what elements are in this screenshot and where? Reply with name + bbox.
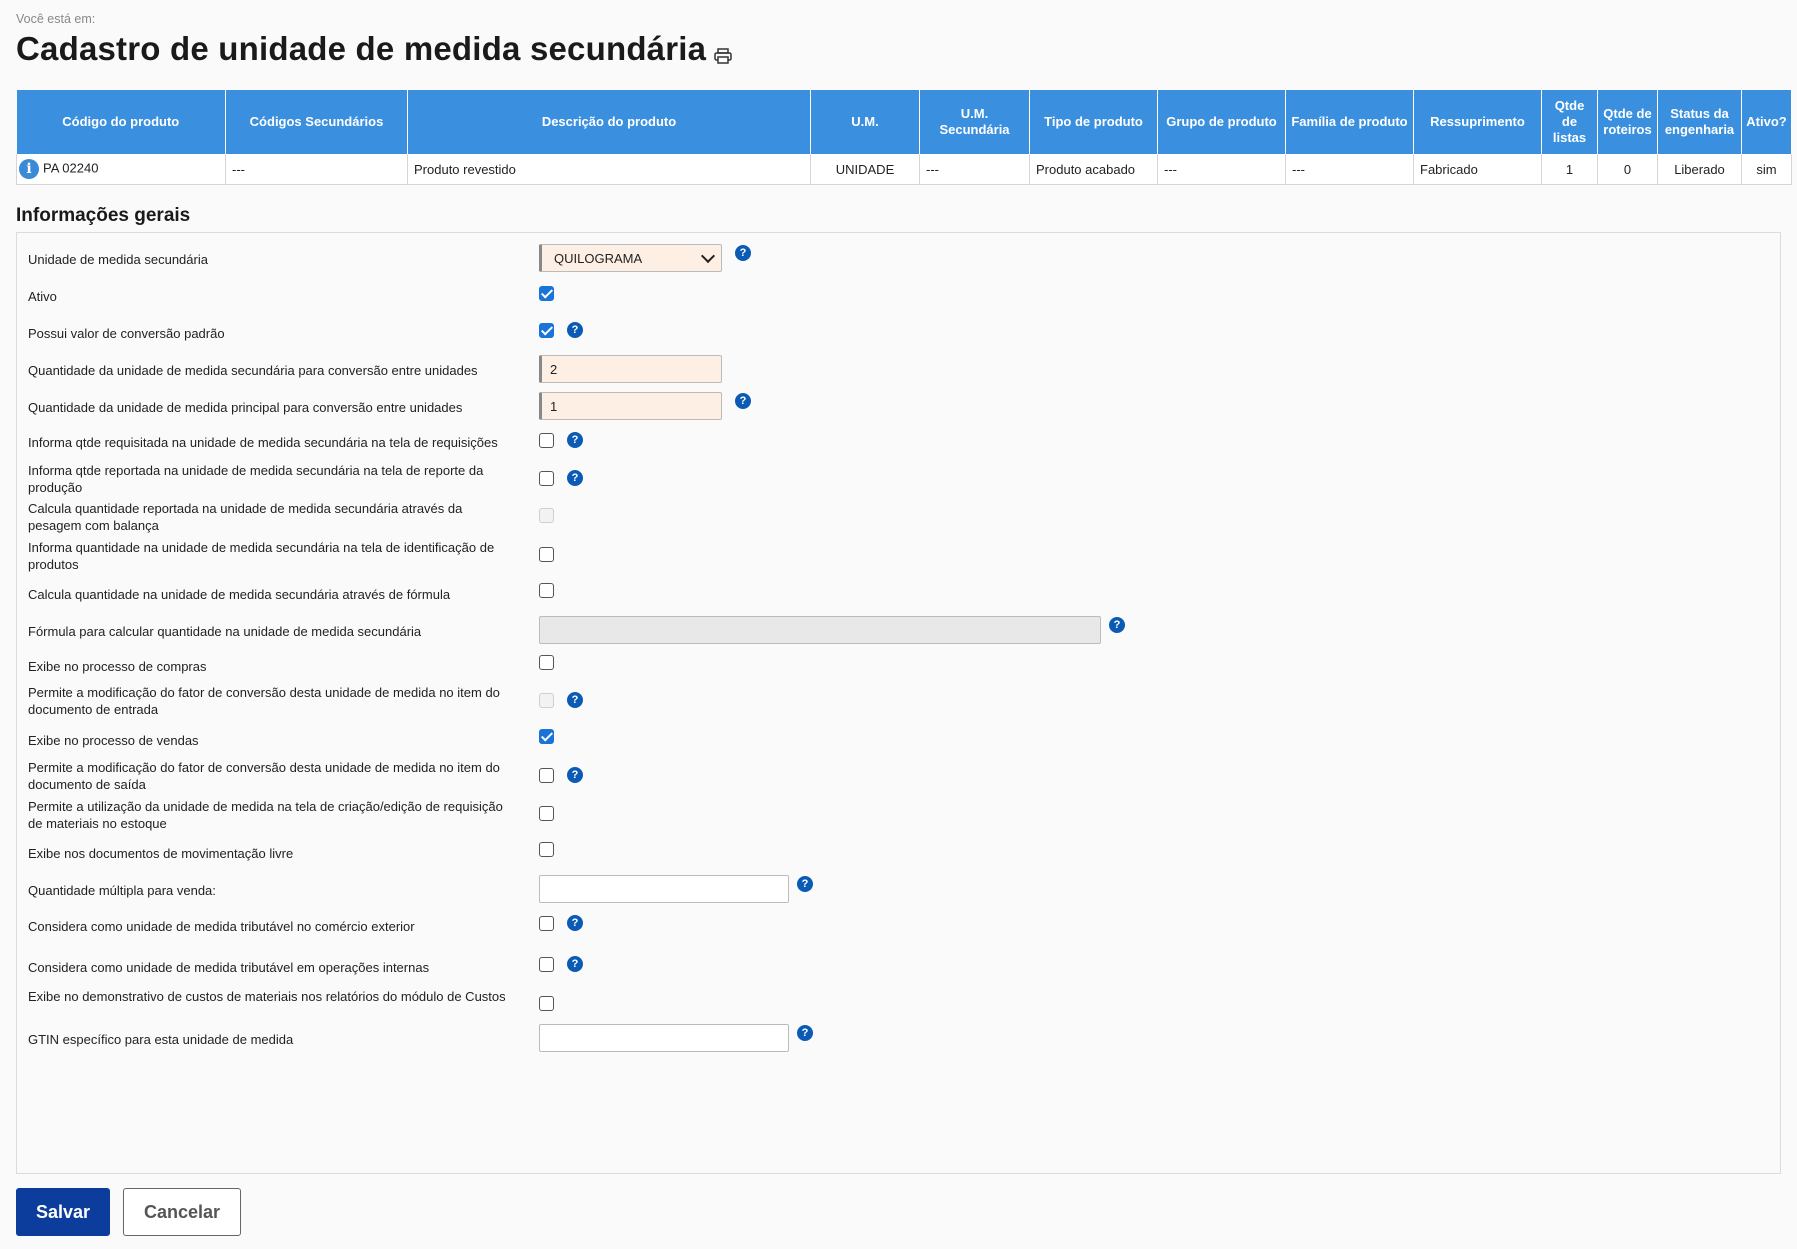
table-cell: Produto revestido (408, 154, 811, 185)
field-control (539, 655, 554, 670)
field-row (28, 499, 1768, 535)
table-cell: UNIDADE (811, 154, 920, 185)
field-control (539, 767, 583, 783)
permite-requisicao-checkbox[interactable] (539, 806, 554, 821)
help-icon[interactable]: ? (797, 1025, 813, 1041)
field-label: Permite a utilização da unidade de medida na tela de criação/edição de requisição de materiais no estoque (28, 799, 503, 831)
field-label: Exibe no processo de compras (28, 659, 207, 674)
exibe-custos-checkbox[interactable] (539, 996, 554, 1011)
page-title: Cadastro de unidade de medida secundária (16, 30, 707, 67)
ativo-checkbox[interactable] (539, 286, 554, 301)
qtd-secundaria-input[interactable]: 2 (539, 355, 722, 383)
field-label: Informa quantidade na unidade de medida secundária na tela de identificação de produtos (28, 540, 495, 572)
permite-mod-entrada-checkbox (539, 693, 554, 708)
table-row (17, 154, 1792, 185)
table-cell: --- (226, 154, 408, 185)
help-icon[interactable]: ? (1109, 617, 1125, 633)
col-header[interactable]: Qtde de roteiros (1598, 90, 1658, 154)
help-icon[interactable]: ? (797, 876, 813, 892)
col-header[interactable]: Família de produto (1286, 90, 1414, 154)
field-row (28, 874, 1768, 904)
info-icon[interactable]: i (19, 159, 39, 179)
field-control (539, 286, 554, 301)
field-label: Quantidade múltipla para venda: (28, 883, 216, 898)
field-label: Permite a modificação do fator de conversão desta unidade de medida no item do documento de entrada (28, 685, 500, 717)
field-label: Possui valor de conversão padrão (28, 326, 225, 341)
section-title: Informações gerais (16, 205, 191, 226)
field-label: Ativo (28, 289, 57, 304)
field-control (539, 508, 554, 523)
field-label: Unidade de medida secundária (28, 252, 208, 267)
field-row (28, 725, 1768, 755)
field-row (28, 428, 1768, 458)
table-cell: 1 (1542, 154, 1598, 185)
col-header[interactable]: Tipo de produto (1030, 90, 1158, 154)
col-header[interactable]: Código do produto (17, 90, 226, 154)
calcula-balanca-checkbox (539, 508, 554, 523)
tributavel-interna-checkbox[interactable] (539, 957, 554, 972)
field-row (28, 318, 1768, 348)
field-label: Informa qtde requisitada na unidade de medida secundária na tela de requisições (28, 435, 498, 450)
field-row (28, 615, 1768, 645)
field-label: Considera como unidade de medida tributável em operações internas (28, 960, 430, 975)
field-label: Calcula quantidade reportada na unidade de medida secundária através da pesagem com balança (28, 501, 463, 533)
exibe-compras-checkbox[interactable] (539, 655, 554, 670)
field-control (539, 915, 583, 931)
title-row (16, 30, 732, 68)
col-header[interactable]: U.M. Secundária (920, 90, 1030, 154)
table-cell: Produto acabado (1030, 154, 1158, 185)
table-cell: 0 (1598, 154, 1658, 185)
col-header[interactable]: Códigos Secundários (226, 90, 408, 154)
field-row (28, 1023, 1768, 1053)
field-row (28, 911, 1768, 941)
field-row (28, 838, 1768, 868)
help-icon[interactable]: ? (567, 915, 583, 931)
field-control (539, 956, 583, 972)
col-header[interactable]: U.M. (811, 90, 920, 154)
table-cell (17, 154, 226, 185)
table-cell: Liberado (1658, 154, 1742, 185)
field-control (539, 244, 751, 272)
exibe-mov-livre-checkbox[interactable] (539, 842, 554, 857)
help-icon[interactable]: ? (567, 956, 583, 972)
possui-conversao-checkbox[interactable] (539, 323, 554, 338)
tributavel-exterior-checkbox[interactable] (539, 916, 554, 931)
field-control (539, 547, 554, 562)
field-label: Permite a modificação do fator de conversão desta unidade de medida no item do documento de saída (28, 760, 500, 792)
field-row (28, 651, 1768, 681)
col-header[interactable]: Grupo de produto (1158, 90, 1286, 154)
field-label: Exibe no demonstrativo de custos de materiais nos relatórios do módulo de Custos (28, 989, 506, 1004)
help-icon[interactable]: ? (735, 393, 751, 409)
field-control (539, 729, 554, 744)
field-label: Quantidade da unidade de medida secundária para conversão entre unidades (28, 363, 478, 378)
col-header[interactable]: Ativo? (1742, 90, 1792, 154)
field-control (539, 842, 554, 857)
col-header[interactable]: Ressuprimento (1414, 90, 1542, 154)
select-value: QUILOGRAMA (554, 250, 643, 266)
field-row (28, 579, 1768, 609)
field-label: Considera como unidade de medida tributável no comércio exterior (28, 919, 415, 934)
field-row (28, 797, 1768, 833)
field-control (539, 432, 583, 448)
field-row (28, 243, 1768, 273)
table-cell: sim (1742, 154, 1792, 185)
formula-input (539, 616, 1101, 644)
field-control (539, 996, 554, 1011)
table-cell: --- (1158, 154, 1286, 185)
table-cell: --- (920, 154, 1030, 185)
field-control (539, 806, 554, 821)
informa-reporte-checkbox[interactable] (539, 471, 554, 486)
help-icon[interactable]: ? (567, 470, 583, 486)
help-icon[interactable]: ? (567, 692, 583, 708)
field-row (28, 683, 1768, 719)
general-info-form (16, 232, 1781, 1174)
field-label: Informa qtde reportada na unidade de medida secundária na tela de reporte da produção (28, 463, 484, 495)
exibe-vendas-checkbox[interactable] (539, 729, 554, 744)
field-label: GTIN específico para esta unidade de medida (28, 1032, 294, 1047)
col-header[interactable]: Status da engenharia (1658, 90, 1742, 154)
informa-requisicoes-checkbox[interactable] (539, 433, 554, 448)
field-row (28, 281, 1768, 311)
field-control (539, 355, 722, 383)
permite-mod-saida-checkbox[interactable] (539, 768, 554, 783)
print-icon[interactable] (714, 48, 732, 64)
field-label: Exibe no processo de vendas (28, 733, 199, 748)
help-icon[interactable]: ? (567, 322, 583, 338)
qtd-multipla-input[interactable] (539, 875, 789, 903)
product-table-header (17, 90, 1792, 154)
product-table (16, 90, 1792, 185)
breadcrumb: Você está em: (16, 12, 96, 26)
field-row (28, 987, 1768, 1023)
field-control (539, 392, 751, 420)
field-row (28, 952, 1768, 982)
field-label: Quantidade da unidade de medida principal para conversão entre unidades (28, 400, 463, 415)
field-control (539, 616, 1125, 644)
help-icon[interactable]: ? (567, 767, 583, 783)
help-icon[interactable]: ? (735, 245, 751, 261)
table-cell: Fabricado (1414, 154, 1542, 185)
field-row (28, 461, 1768, 497)
qtd-principal-input[interactable]: 1 (539, 392, 722, 420)
col-header[interactable]: Descrição do produto (408, 90, 811, 154)
field-control (539, 322, 583, 338)
informa-identificacao-checkbox[interactable] (539, 547, 554, 562)
field-control (539, 875, 813, 903)
um-secundaria-select[interactable] (539, 244, 722, 272)
cancel-button[interactable]: Cancelar (123, 1188, 241, 1236)
field-row (28, 354, 1768, 384)
field-label: Exibe nos documentos de movimentação livre (28, 846, 294, 861)
col-header[interactable]: Qtde de listas (1542, 90, 1598, 154)
field-control (539, 583, 554, 598)
field-row (28, 391, 1768, 421)
calcula-formula-checkbox[interactable] (539, 583, 554, 598)
table-cell: --- (1286, 154, 1414, 185)
field-label: Fórmula para calcular quantidade na unidade de medida secundária (28, 624, 422, 639)
field-label: Calcula quantidade na unidade de medida secundária através de fórmula (28, 587, 451, 602)
field-control (539, 470, 583, 486)
help-icon[interactable]: ? (567, 432, 583, 448)
chevron-down-icon (701, 249, 715, 263)
gtin-input[interactable] (539, 1024, 789, 1052)
field-row (28, 538, 1768, 574)
field-row (28, 758, 1768, 794)
field-control (539, 692, 583, 708)
save-button[interactable]: Salvar (16, 1188, 110, 1236)
product-code: PA 02240 (43, 160, 99, 176)
field-control (539, 1024, 813, 1052)
